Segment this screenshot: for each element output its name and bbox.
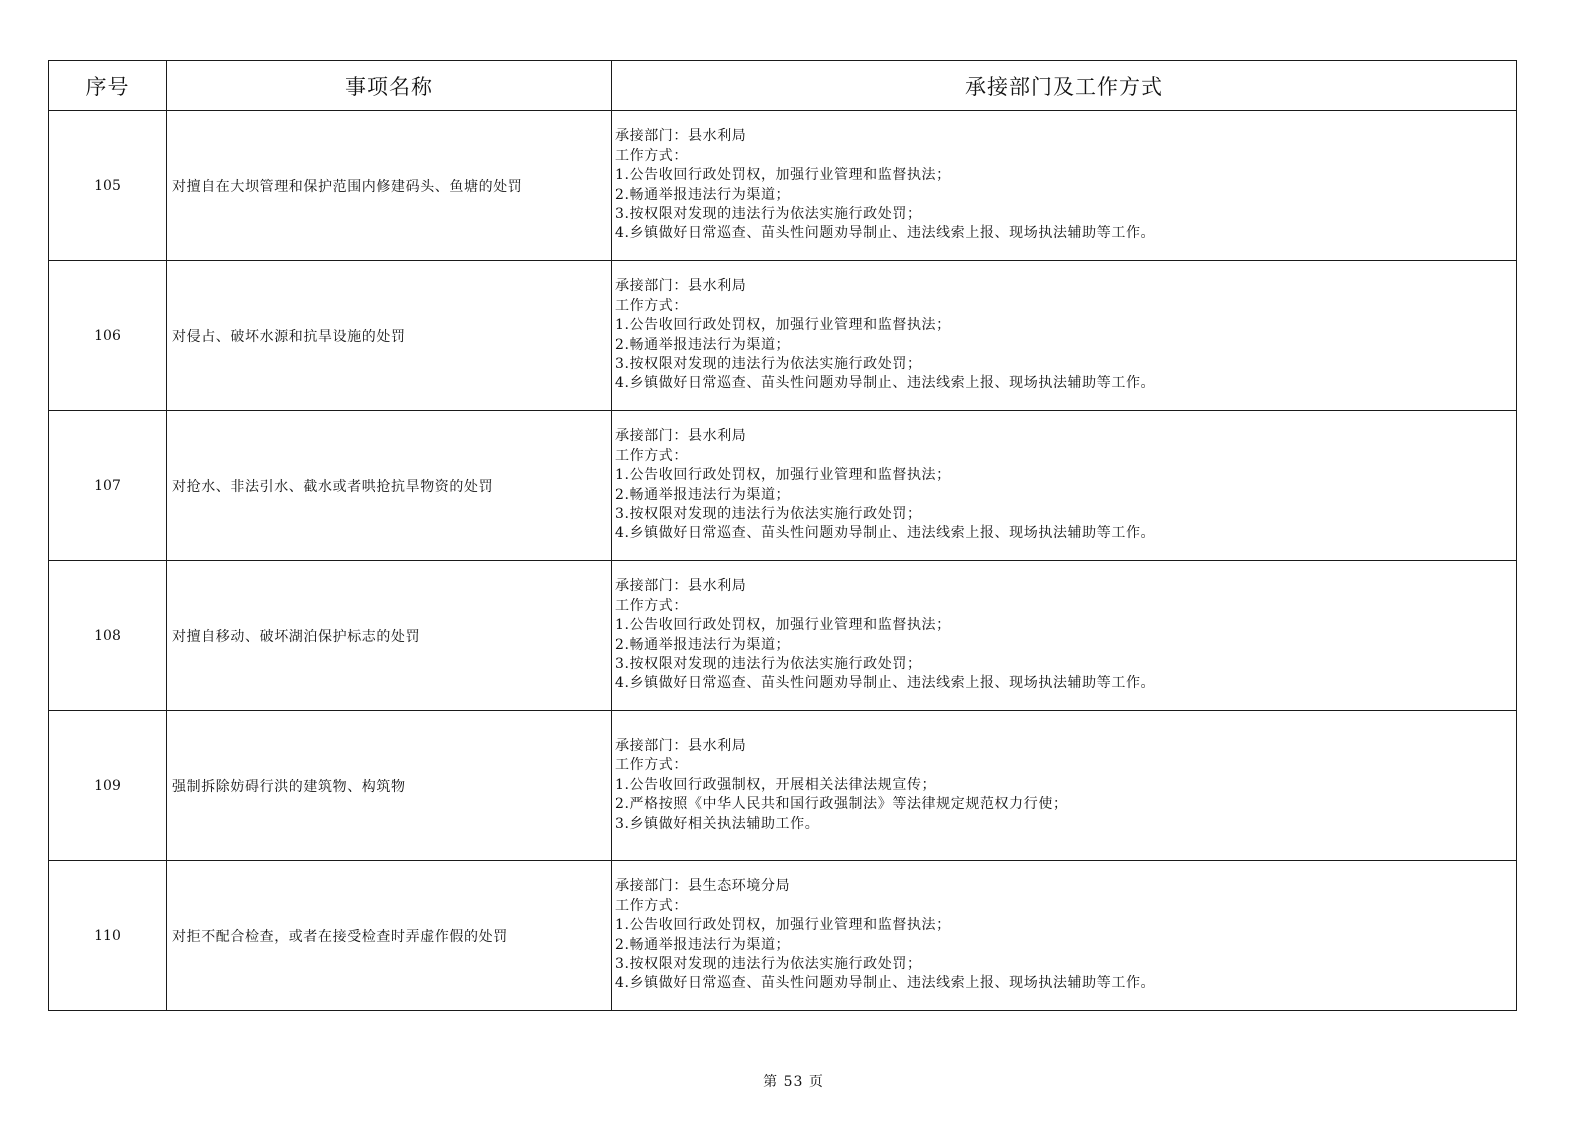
dept-line: 2.畅通举报违法行为渠道； xyxy=(615,336,791,353)
dept-line: 3.按权限对发现的违法行为依法实施行政处罚； xyxy=(615,205,922,222)
dept-line: 承接部门：县水利局 xyxy=(615,278,747,295)
row-item-name: 对拒不配合检查，或者在接受检查时弄虚作假的处罚 xyxy=(167,861,612,1011)
items-table xyxy=(48,60,1517,1011)
dept-line: 承接部门：县水利局 xyxy=(615,737,747,754)
dept-line: 工作方式： xyxy=(615,757,688,774)
row-department-and-method xyxy=(612,561,1517,711)
row-item-name: 对擅自在大坝管理和保护范围内修建码头、鱼塘的处罚 xyxy=(167,111,612,261)
header-row xyxy=(49,61,1517,111)
dept-line: 工作方式： xyxy=(615,447,688,464)
dept-line: 4.乡镇做好日常巡查、苗头性问题劝导制止、违法线索上报、现场执法辅助等工作。 xyxy=(615,975,1156,992)
dept-line: 2.畅通举报违法行为渠道； xyxy=(615,486,791,503)
row-item-name: 对抢水、非法引水、截水或者哄抢抗旱物资的处罚 xyxy=(167,411,612,561)
dept-line: 3.乡镇做好相关执法辅助工作。 xyxy=(615,815,820,832)
dept-line: 工作方式： xyxy=(615,597,688,614)
header-serial-number: 序号 xyxy=(49,61,167,111)
row-serial-number: 106 xyxy=(49,261,167,411)
dept-line: 1.公告收回行政处罚权，加强行业管理和监督执法； xyxy=(615,317,951,334)
row-serial-number: 110 xyxy=(49,861,167,1011)
dept-line: 4.乡镇做好日常巡查、苗头性问题劝导制止、违法线索上报、现场执法辅助等工作。 xyxy=(615,675,1156,692)
row-department-and-method xyxy=(612,711,1517,861)
page-number: 第 53 页 xyxy=(763,1074,824,1090)
dept-line: 4.乡镇做好日常巡查、苗头性问题劝导制止、违法线索上报、现场执法辅助等工作。 xyxy=(615,525,1156,542)
dept-line: 3.按权限对发现的违法行为依法实施行政处罚； xyxy=(615,505,922,522)
row-department-and-method xyxy=(612,111,1517,261)
dept-line: 1.公告收回行政处罚权，加强行业管理和监督执法； xyxy=(615,467,951,484)
table-row xyxy=(49,411,1517,561)
dept-line: 3.按权限对发现的违法行为依法实施行政处罚； xyxy=(615,655,922,672)
dept-line: 3.按权限对发现的违法行为依法实施行政处罚； xyxy=(615,955,922,972)
dept-line: 2.畅通举报违法行为渠道； xyxy=(615,186,791,203)
table-row xyxy=(49,861,1517,1011)
dept-line: 工作方式： xyxy=(615,897,688,914)
table-body xyxy=(49,111,1517,1011)
dept-line: 承接部门：县生态环境分局 xyxy=(615,878,791,895)
dept-line: 承接部门：县水利局 xyxy=(615,428,747,445)
row-serial-number: 107 xyxy=(49,411,167,561)
dept-line: 工作方式： xyxy=(615,147,688,164)
dept-line: 2.畅通举报违法行为渠道； xyxy=(615,936,791,953)
dept-line: 1.公告收回行政处罚权，加强行业管理和监督执法； xyxy=(615,917,951,934)
row-item-name: 强制拆除妨碍行洪的建筑物、构筑物 xyxy=(167,711,612,861)
table-row xyxy=(49,111,1517,261)
dept-line: 2.严格按照《中华人民共和国行政强制法》等法律规定规范权力行使； xyxy=(615,796,1068,813)
row-serial-number: 108 xyxy=(49,561,167,711)
dept-line: 4.乡镇做好日常巡查、苗头性问题劝导制止、违法线索上报、现场执法辅助等工作。 xyxy=(615,375,1156,392)
table-row xyxy=(49,561,1517,711)
row-item-name: 对擅自移动、破坏湖泊保护标志的处罚 xyxy=(167,561,612,711)
dept-line: 1.公告收回行政强制权，开展相关法律法规宣传； xyxy=(615,776,937,793)
dept-line: 2.畅通举报违法行为渠道； xyxy=(615,636,791,653)
dept-line: 1.公告收回行政处罚权，加强行业管理和监督执法； xyxy=(615,617,951,634)
document-sheet xyxy=(48,60,1516,1011)
header-department-and-method: 承接部门及工作方式 xyxy=(612,61,1517,111)
row-department-and-method xyxy=(612,261,1517,411)
table-row xyxy=(49,261,1517,411)
dept-line: 4.乡镇做好日常巡查、苗头性问题劝导制止、违法线索上报、现场执法辅助等工作。 xyxy=(615,225,1156,242)
row-department-and-method xyxy=(612,861,1517,1011)
table-row xyxy=(49,711,1517,861)
dept-line: 工作方式： xyxy=(615,297,688,314)
dept-line: 1.公告收回行政处罚权，加强行业管理和监督执法； xyxy=(615,167,951,184)
dept-line: 3.按权限对发现的违法行为依法实施行政处罚； xyxy=(615,355,922,372)
row-department-and-method xyxy=(612,411,1517,561)
dept-line: 承接部门：县水利局 xyxy=(615,128,747,145)
row-serial-number: 109 xyxy=(49,711,167,861)
dept-line: 承接部门：县水利局 xyxy=(615,578,747,595)
table-header xyxy=(49,61,1517,111)
row-serial-number: 105 xyxy=(49,111,167,261)
header-item-name: 事项名称 xyxy=(167,61,612,111)
row-item-name: 对侵占、破坏水源和抗旱设施的处罚 xyxy=(167,261,612,411)
